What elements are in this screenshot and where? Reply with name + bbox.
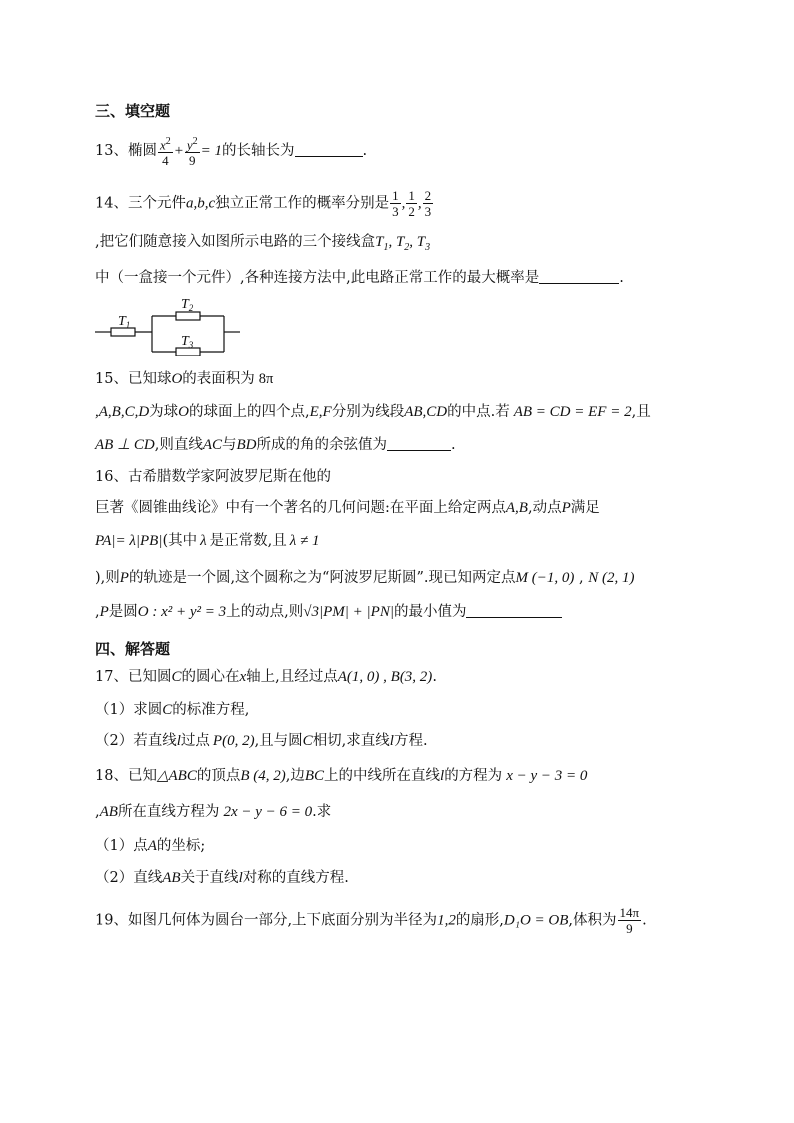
question-13: 13、椭圆 $\frac{x^2}{4}$ + $\frac{y^2}{9}$ = 1的长轴长为 . xyxy=(95,136,368,169)
question-14-line-3: 中（一盒接一个元件）,各种连接方法中,此电路正常工作的最大概率是 . xyxy=(95,270,624,286)
fraction-2-3: $\frac{2}{3}$ xyxy=(424,188,432,219)
question-16-line-5: ,P是圆O : x² + y² = 3上的动点,则√3|PM| + |PN|的最小值为 xyxy=(95,602,562,622)
fraction-1-2: $\frac{1}{2}$ xyxy=(408,188,415,219)
t2-label: $T_2$ xyxy=(181,297,194,313)
question-15-line-3: AB ⊥ CD,则直线AC与BD所成的角的余弦值为 . xyxy=(95,437,456,453)
answer-blank xyxy=(539,269,619,284)
section-heading-answer: 四、解答题 xyxy=(95,640,171,658)
question-15-line-1: 15、已知球O的表面积为 8π xyxy=(95,371,274,387)
question-17-part-2: （2）若直线l过点 P(0, 2),且与圆C相切,求直线l方程. xyxy=(95,733,428,749)
t3-label: $T_3$ xyxy=(181,334,194,350)
volume-fraction: $\frac{14\pi}{9}$ xyxy=(619,905,640,936)
question-18-part-2: （2）直线AB关于直线l对称的直线方程. xyxy=(95,870,349,886)
question-19: 19、如图几何体为圆台一部分,上下底面分别为半径为1,2的扇形,D₁O = OB,体积为 $\frac{14\pi}{9}$ . xyxy=(95,905,647,936)
question-18-line-1: 18、已知△ABC的顶点B (4, 2),边BC上的中线所在直线l的方程为 x − y − 3 = 0 xyxy=(95,768,588,784)
question-16-line-3: PA|= λ|PB|(其中 λ 是正常数,且 λ ≠ 1 xyxy=(95,533,320,549)
t1-box xyxy=(111,328,135,336)
question-17-part-1: （1）求圆C的标准方程, xyxy=(95,702,250,718)
question-17-line-1: 17、已知圆C的圆心在x轴上,且经过点A(1, 0) , B(3, 2). xyxy=(95,669,437,685)
question-18-part-1: （1）点A的坐标; xyxy=(95,838,206,854)
fraction-x2-over-4: $\frac{x^2}{4}$ xyxy=(159,136,171,169)
question-16-line-1: 16、古希腊数学家阿波罗尼斯在他的 xyxy=(95,469,331,485)
answer-blank xyxy=(466,603,562,618)
question-16-line-2: 巨著《圆锥曲线论》中有一个著名的几何问题:在平面上给定两点A,B,动点P满足 xyxy=(95,500,600,516)
question-14-line-2: ,把它们随意接入如图所示电路的三个接线盒$T_1$, $T_2$, $T_3$ xyxy=(95,234,431,253)
fraction-y2-over-9: $\frac{y^2}{9}$ xyxy=(186,136,198,169)
t2-box xyxy=(176,312,200,320)
answer-blank xyxy=(387,436,451,451)
section-heading-fill-in: 三、填空题 xyxy=(95,102,171,120)
fraction-1-3: $\frac{1}{3}$ xyxy=(392,188,399,219)
t1-label: $T_1$ xyxy=(118,314,131,330)
question-16-line-4: ),则P的轨迹是一个圆,这个圆称之为“阿波罗尼斯圆”.现已知两定点M (−1, 0) , N (2, 1) xyxy=(95,570,635,586)
question-14-line-1: 14、三个元件a,b,c独立正常工作的概率分别是 $\frac{1}{3}$ , $\frac{1}{2}$ , $\frac{2}{3}$ xyxy=(95,188,432,219)
question-18-line-2: ,AB所在直线方程为 2x − y − 6 = 0.求 xyxy=(95,804,332,820)
question-15-line-2: ,A,B,C,D为球O的球面上的四个点,E,F分别为线段AB,CD的中点.若 AB = CD = EF = 2,且 xyxy=(95,404,651,420)
circuit-diagram xyxy=(95,292,245,356)
answer-blank xyxy=(295,142,363,157)
